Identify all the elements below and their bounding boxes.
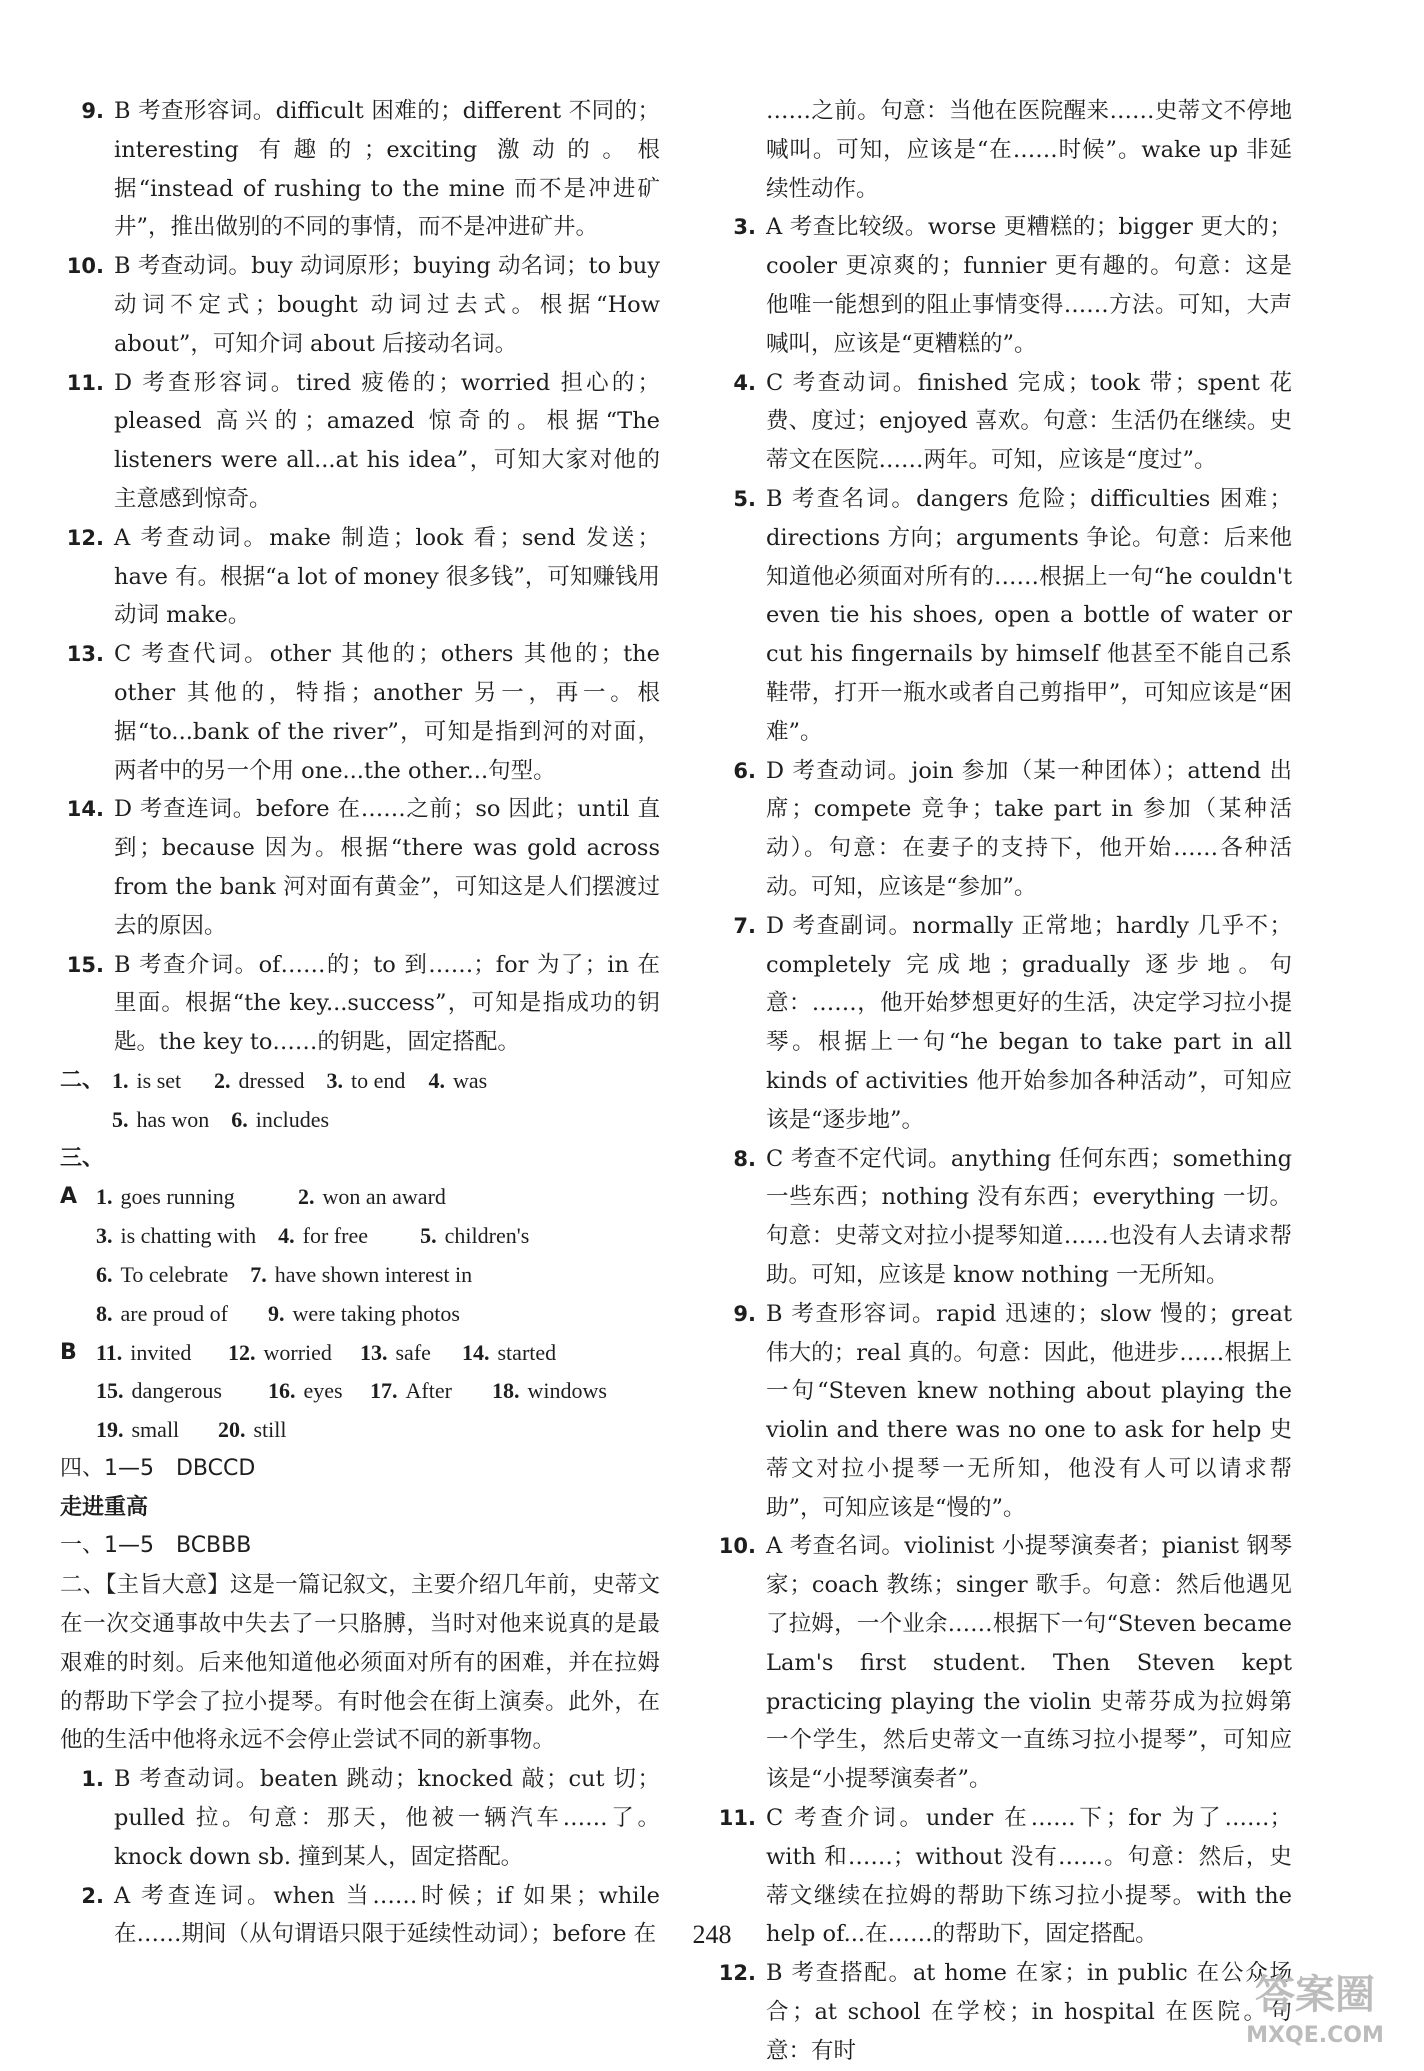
answer-list-c (712, 208, 1292, 2070)
fill-text: To celebrate (120, 1261, 229, 1287)
fill-answer (228, 1334, 338, 1373)
fill-answer (278, 1217, 398, 1256)
item-explanation: C 考查动词。finished 完成；took 带；spent 花费、度过；enjoyed 喜欢。句意：生活仍在继续。史蒂文在医院……两年。可知，应该是“度过”。 (766, 369, 1292, 474)
fill-number: 4. (428, 1067, 445, 1093)
fill-answer (96, 1334, 206, 1373)
item-explanation: B 考查形容词。rapid 迅速的；slow 慢的；great 伟大的；real 真的。句意：因此，他进步……根据上一句“Steven knew nothing about playing the violin and there was no one to ask for help 史蒂文对拉小提琴一无所知，他没有人可以请求帮助”，可知应该是“慢的”。 (766, 1300, 1292, 1521)
item-number: 7. (733, 913, 756, 938)
watermark-line2: MXQE.COM (1246, 2023, 1384, 2048)
item-explanation: A 考查连词。when 当……时候；if 如果；while 在……期间（从句谓语只限于延续性动词）；before 在 (114, 1882, 660, 1948)
fill-number: 16. (268, 1378, 296, 1404)
fill-text: includes (255, 1106, 330, 1132)
answer-item (712, 1140, 1292, 1295)
answer-item (712, 1527, 1292, 1799)
fill-number: 6. (231, 1106, 248, 1132)
section-3-label: 三、 (60, 1145, 105, 1171)
fill-number: 1. (96, 1184, 113, 1210)
answer-item (712, 907, 1292, 1140)
item-number: 13. (66, 642, 104, 667)
item-explanation: B 考查搭配。at home 在家；in public 在公众场合；at school 在学校；in hospital 在医院。句意：有时 (766, 1960, 1292, 2064)
fill-answer (268, 1372, 348, 1411)
fill-answer (268, 1295, 498, 1334)
fill-answer (298, 1178, 488, 1217)
fill-number: 3. (326, 1067, 343, 1093)
item-explanation: B 考查介词。of……的；to 到……；for 为了；in 在里面。根据“the key...success”，可知是指成功的钥匙。the key to……的钥匙，固定搭配。 (114, 951, 660, 1056)
item-explanation: C 考查介词。under 在……下；for 为了……；with 和……；without 没有……。句意：然后，史蒂文继续在拉姆的帮助下练习拉小提琴。with the help of...在……的帮助下，固定搭配。 (766, 1805, 1292, 1948)
zhongkao-line1: 一、1—5 BCBBB (60, 1533, 252, 1559)
item-number: 9. (81, 99, 104, 123)
item-number: 15. (66, 952, 104, 977)
item-number: 3. (733, 215, 756, 240)
fill-text: are proud of (120, 1300, 229, 1326)
item-explanation: C 考查代词。other 其他的；others 其他的；the other 其他的，特指；another 另一，再一。根据“to...bank of the river”，可知是指到河的对面，两者中的另一个用 one...the other...句型。 (114, 641, 660, 784)
continued-text: ……之前。句意：当他在医院醒来……史蒂文不停地喊叫。可知，应该是“在……时候”。wake up 非延续性动作。 (766, 98, 1292, 202)
fill-answer (420, 1217, 570, 1256)
fill-text: for free (302, 1223, 368, 1249)
fill-answer (214, 1062, 304, 1101)
section-3 (60, 1140, 660, 1450)
item-explanation: B 考查名词。dangers 危险；difficulties 困难；directions 方向；arguments 争论。句意：后来他知道他必须面对所有的……根据上一句“he couldn't even tie his shoes, open a bottle of water or cut his fingernails by himself 他甚至不能自己系鞋带，打开一瓶水或者自己剪指甲”，可知应该是“困难”。 (766, 485, 1292, 745)
item-number: 12. (718, 1961, 756, 1986)
zhongkao-title: 走进重高 (60, 1494, 149, 1520)
fill-answer (96, 1411, 196, 1450)
fill-text: safe (395, 1339, 431, 1365)
answer-item (60, 790, 660, 945)
right-column (712, 92, 1292, 2071)
fill-answer (250, 1256, 510, 1295)
fill-number: 13. (360, 1339, 388, 1365)
fill-answer (96, 1217, 256, 1256)
fill-answer (96, 1178, 276, 1217)
fill-number: 7. (250, 1261, 267, 1287)
answer-item (60, 247, 660, 363)
fill-text: eyes (303, 1378, 343, 1404)
answer-item (712, 480, 1292, 752)
section-2 (60, 1062, 660, 1140)
item-explanation: B 考查动词。beaten 跳动；knocked 敲；cut 切；pulled 拉。句意：那天，他被一辆汽车……了。knock down sb. 撞到某人，固定搭配。 (114, 1766, 660, 1870)
fill-text: started (497, 1339, 557, 1365)
fill-answer (429, 1062, 489, 1101)
item-explanation: B 考查动词。buy 动词原形；buying 动名词；to buy 动词不定式；bought 动词过去式。根据“How about”，可知介词 about 后接动名词。 (114, 253, 660, 357)
item-explanation: D 考查形容词。tired 疲倦的；worried 担心的；pleased 高兴的；amazed 惊奇的。根据“The listeners were all...at his idea”，可知大家对他的主意感到惊奇。 (114, 369, 660, 512)
fill-answer (370, 1372, 470, 1411)
answer-item (712, 752, 1292, 907)
part-b-label: B (60, 1339, 77, 1365)
fill-answer (327, 1062, 407, 1101)
item-number: 14. (66, 797, 104, 822)
fill-number: 2. (214, 1067, 231, 1093)
fill-text: small (131, 1417, 180, 1443)
fill-text: goes running (120, 1184, 235, 1210)
fill-answer (492, 1372, 622, 1411)
item-explanation: C 考查不定代词。anything 任何东西；something 一些东西；nothing 没有东西；everything 一切。句意：史蒂文对拉小提琴知道……也没有人去请求帮助。可知，应该是 know nothing 一无所知。 (766, 1145, 1292, 1288)
fill-text: dangerous (131, 1378, 222, 1404)
item-number: 9. (733, 1301, 756, 1326)
item-explanation: A 考查动词。make 制造；look 看；send 发送；have 有。根据“a lot of money 很多钱”，可知赚钱用动词 make。 (114, 524, 660, 629)
fill-number: 2. (298, 1184, 315, 1210)
fill-text: windows (527, 1378, 607, 1404)
page-number: 248 (692, 1920, 732, 1949)
fill-number: 6. (96, 1261, 113, 1287)
item-number: 11. (718, 1806, 756, 1831)
fill-number: 12. (228, 1339, 256, 1365)
fill-answer (218, 1411, 298, 1450)
fill-answer (112, 1062, 192, 1101)
answer-item (712, 208, 1292, 363)
fill-text: won an award (322, 1184, 446, 1210)
item-explanation: A 考查名词。violinist 小提琴演奏者；pianist 钢琴家；coach 教练；singer 歌手。句意：然后他遇见了拉姆，一个业余……根据下一句“Steven became Lam's first student. Then Steven kept practicing playing the violin 史蒂芬成为拉姆第一个学生，然后史蒂文一直练习拉小提琴”，可知应该是“小提琴演奏者”。 (766, 1533, 1292, 1793)
fill-answer (112, 1101, 209, 1140)
part-a-label: A (60, 1184, 78, 1210)
answer-item (60, 635, 660, 790)
fill-number: 19. (96, 1417, 124, 1443)
fill-number: 5. (420, 1223, 437, 1249)
fill-text: to end (351, 1067, 406, 1093)
item-number: 2. (81, 1883, 104, 1908)
fill-number: 11. (96, 1339, 123, 1365)
item-explanation: D 考查副词。normally 正常地；hardly 几乎不；completely 完成地；gradually 逐步地。句意：……，他开始梦想更好的生活，决定学习拉小提琴。根据上一句“he began to take part in all kinds of activities 他开始参加各种活动”，可知应该是“逐步地”。 (766, 912, 1292, 1133)
continued-item (712, 92, 1292, 208)
item-explanation: A 考查比较级。worse 更糟糕的；bigger 更大的；cooler 更凉爽的；funnier 更有趣的。句意：这是他唯一能想到的阻止事情变得……方法。可知，大声喊叫，应该是“更糟糕的”。 (766, 214, 1292, 357)
fill-answer (360, 1334, 440, 1373)
item-number: 10. (718, 1534, 756, 1559)
answer-item (712, 364, 1292, 480)
answer-item (60, 946, 660, 1062)
fill-number: 18. (492, 1378, 520, 1404)
item-explanation: B 考查形容词。difficult 困难的；different 不同的；interesting 有趣的；exciting 激动的。根据“instead of rushing to the mine 而不是冲进矿井”，推出做别的不同的事情，而不是冲进矿井。 (114, 98, 660, 241)
item-number: 6. (733, 758, 756, 783)
fill-text: invited (130, 1339, 192, 1365)
fill-number: 1. (112, 1067, 129, 1093)
item-number: 12. (66, 525, 104, 550)
fill-text: was (453, 1067, 488, 1093)
fill-answer (96, 1256, 228, 1295)
answer-item (60, 364, 660, 519)
item-number: 8. (733, 1146, 756, 1171)
fill-text: dressed (238, 1067, 305, 1093)
fill-number: 20. (218, 1417, 246, 1443)
fill-number: 17. (370, 1378, 398, 1404)
item-number: 10. (66, 254, 104, 279)
fill-number: 5. (112, 1106, 129, 1132)
fill-text: has won (136, 1106, 210, 1132)
fill-number: 3. (96, 1223, 113, 1249)
section-2-label: 二、 (60, 1067, 105, 1093)
item-explanation: D 考查连词。before 在……之前；so 因此；until 直到；because 因为。根据“there was gold across from the bank 河对面有黄金”，可知这是人们摆渡过去的原因。 (114, 796, 660, 939)
item-number: 11. (66, 370, 104, 395)
fill-number: 9. (268, 1300, 285, 1326)
watermark-line1: 答案圈 (1255, 1972, 1375, 2018)
fill-text: worried (263, 1339, 332, 1365)
fill-number: 4. (278, 1223, 295, 1249)
fill-text: is chatting with (120, 1223, 257, 1249)
fill-text: children's (444, 1223, 530, 1249)
zhongkao-summary: 二、【主旨大意】这是一篇记叙文，主要介绍几年前，史蒂文在一次交通事故中失去了一只胳膊，当时对他来说真的是最艰难的时刻。后来他知道他必须面对所有的困难，并在拉姆的帮助下学会了拉小提琴。有时他会在街上演奏。此外，在他的生活中他将永远不会停止尝试不同的新事物。 (60, 1572, 660, 1754)
fill-answer (96, 1295, 246, 1334)
answer-list-a (60, 92, 660, 1062)
fill-answer (231, 1101, 329, 1140)
watermark-logo (1230, 1960, 1400, 2055)
item-number: 5. (733, 486, 756, 511)
item-explanation: D 考查动词。join 参加（某一种团体）；attend 出席；compete 竞争；take part in 参加（某种活动）。句意：在妻子的支持下，他开始……各种活动。可知，应该是“参加”。 (766, 757, 1292, 900)
left-column (60, 92, 660, 1954)
answer-item (60, 519, 660, 635)
fill-text: have shown interest in (274, 1261, 473, 1287)
fill-text: After (405, 1378, 452, 1404)
answer-item (712, 1295, 1292, 1528)
fill-number: 15. (96, 1378, 124, 1404)
item-number: 4. (733, 370, 756, 395)
answer-item (60, 1760, 660, 1876)
fill-number: 8. (96, 1300, 113, 1326)
item-number: 1. (81, 1767, 104, 1792)
fill-text: is set (136, 1067, 182, 1093)
answer-item (712, 1954, 1292, 2070)
fill-answer (462, 1334, 572, 1373)
fill-number: 14. (462, 1339, 490, 1365)
answer-item (60, 92, 660, 247)
fill-answer (96, 1372, 246, 1411)
section-4: 四、1—5 DBCCD (60, 1455, 256, 1481)
fill-text: still (253, 1417, 287, 1443)
fill-text: were taking photos (292, 1300, 460, 1326)
